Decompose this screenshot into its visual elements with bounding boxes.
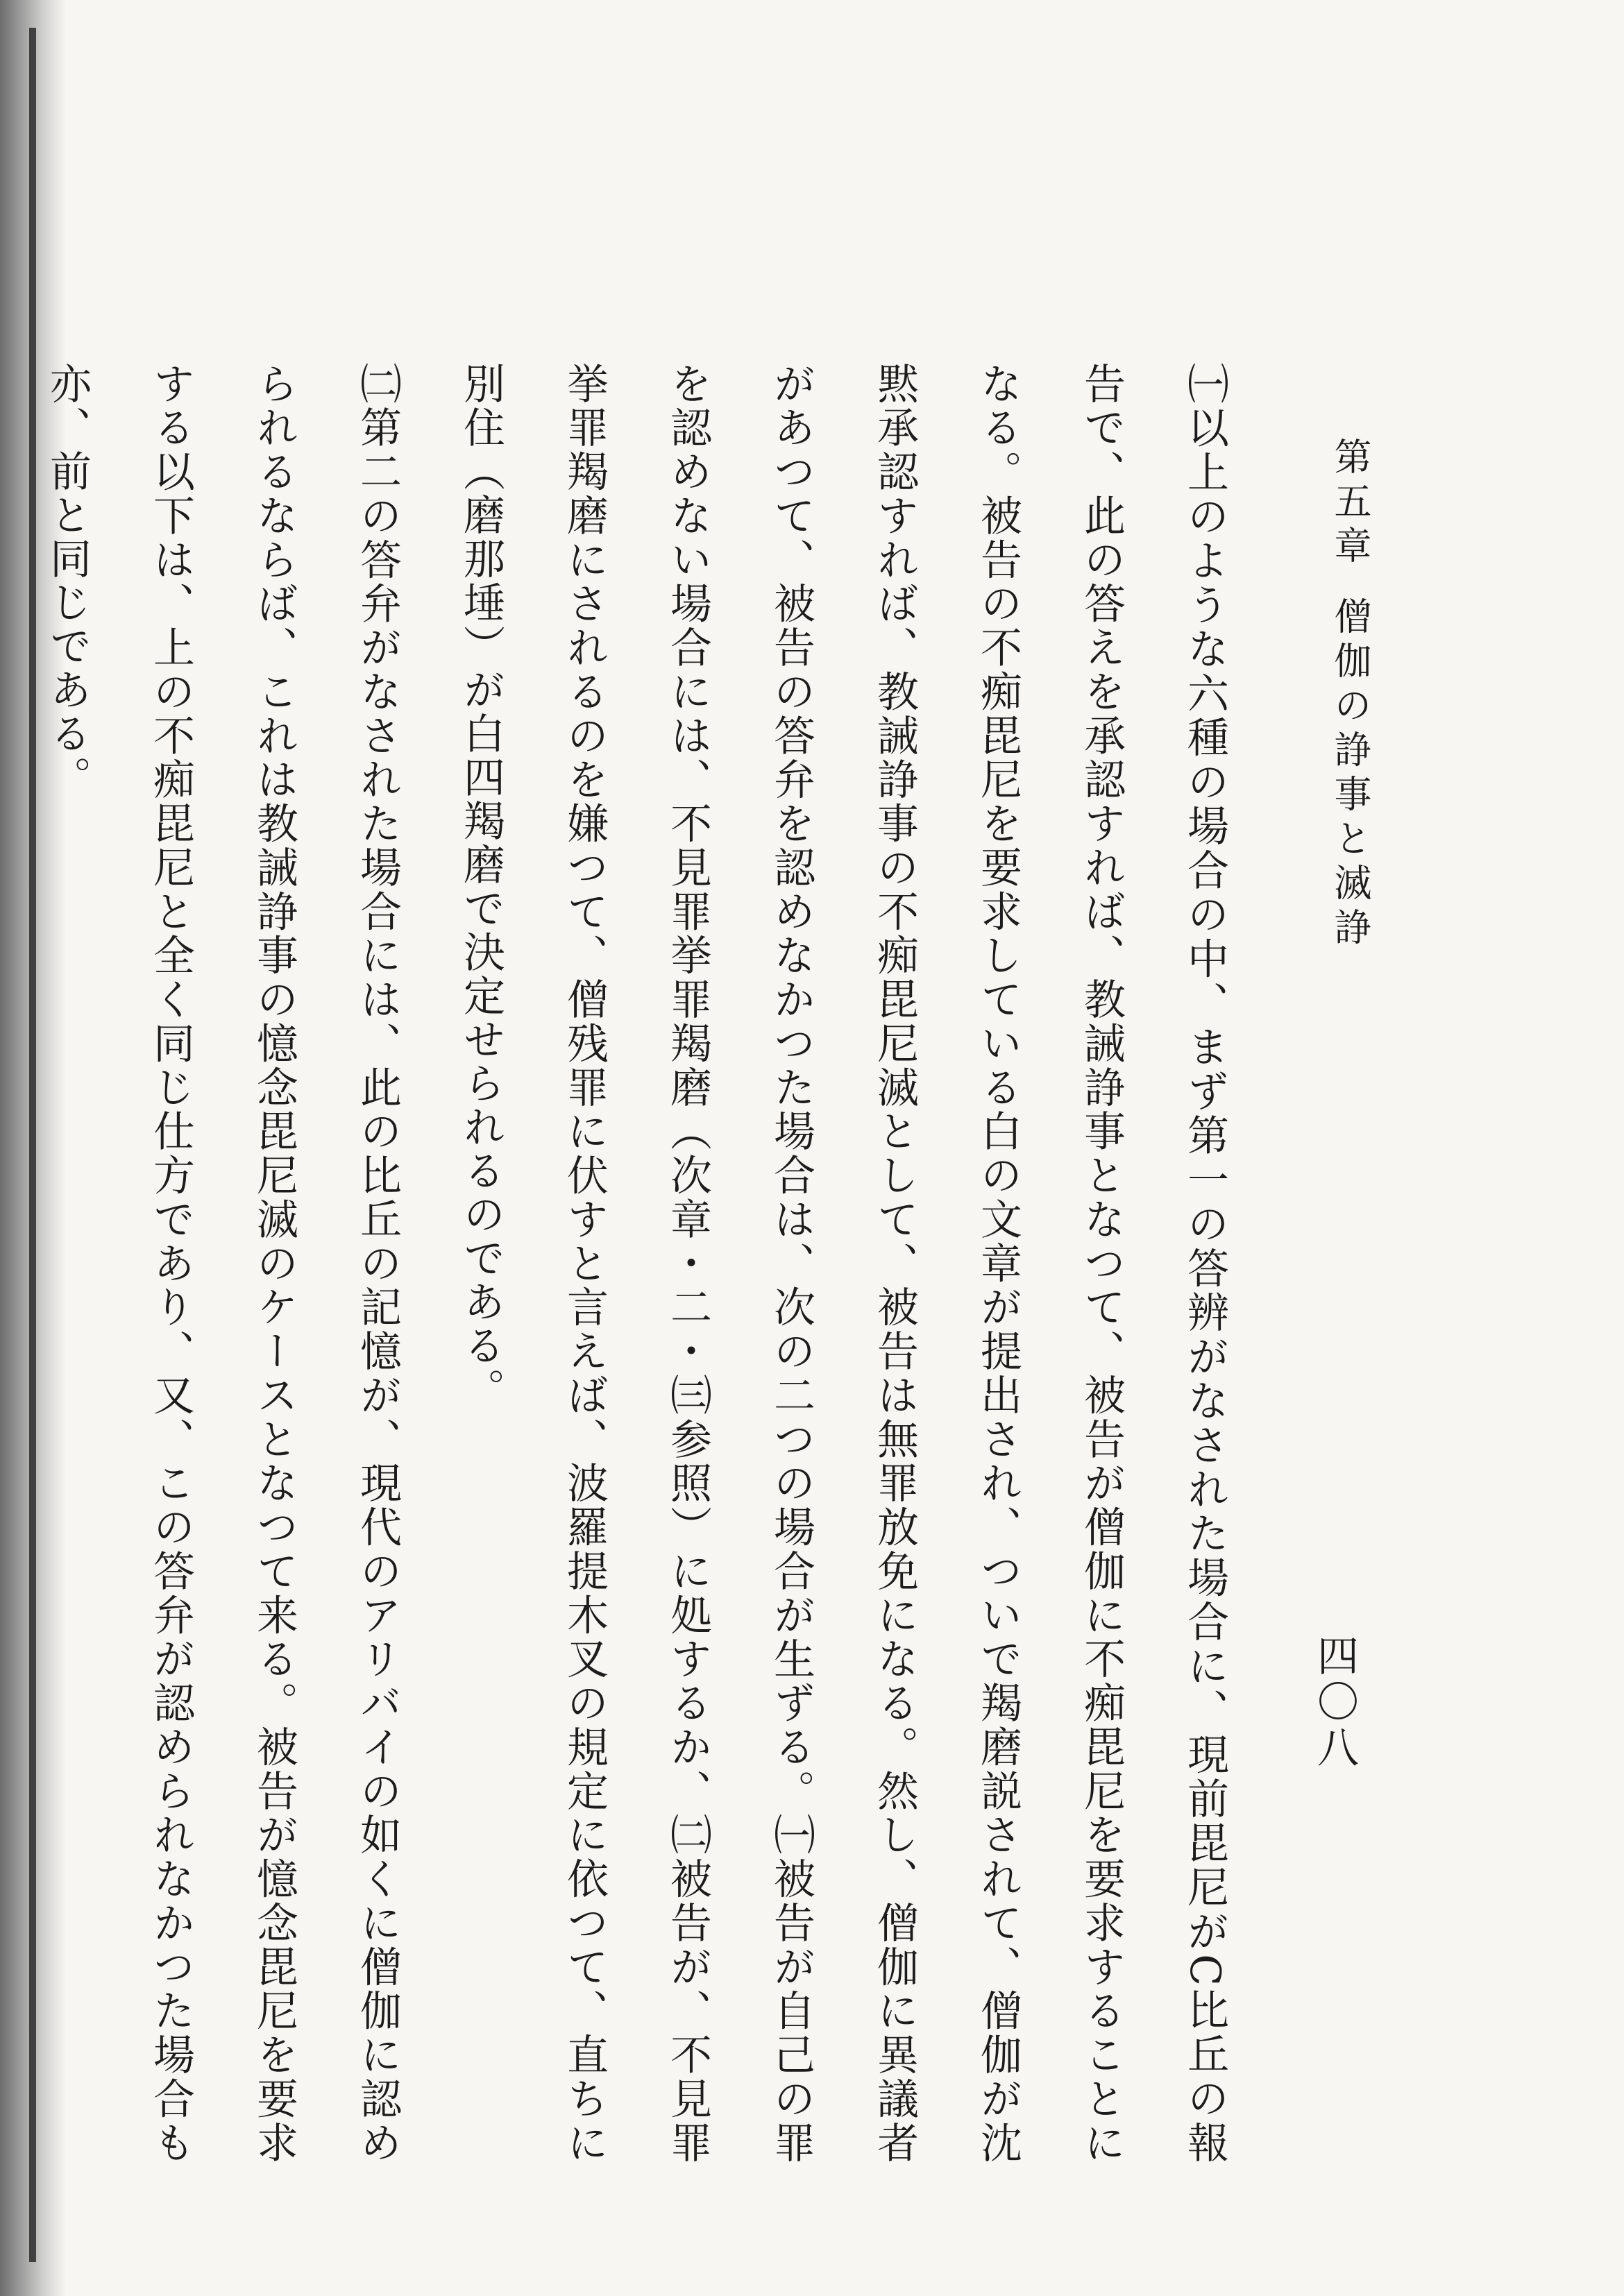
- paragraph-3: [0, 362, 15, 2165]
- paragraph-marker: ㈡: [353, 362, 402, 407]
- paragraph-2: [15, 362, 429, 2165]
- paragraph-marker: ㈠: [1181, 362, 1229, 407]
- paragraph-1: [429, 362, 1256, 2165]
- paragraph-text: 第二の答弁がなされた場合には、此の比丘の記憶が、現代のアリバイの如くに僧伽に認められるならば、これは教誡諍事の憶念毘尼滅のケースとなつて来る。被告が憶念毘尼を要求する以下は、上の不痴毘尼と全く同じ仕方であり、又、この答弁が認められなかつた場合も亦、前と同じである。: [43, 362, 402, 2165]
- chapter-number: 第五章: [1328, 437, 1372, 570]
- paragraph-text: 以上のような六種の場合の中、まず第一の答辨がなされた場合に、現前毘尼がC比丘の報告で、此の答えを承認すれば、教誡諍事となつて、被告が僧伽に不痴毘尼を要求することになる。被告の不痴毘尼を要求している白の文章が提出され、ついで羯磨説されて、僧伽が沈黙承認すれば、教誡諍事の不痴毘尼滅として、被告は無罪放免になる。然し、僧伽に異議者があつて、被告の答弁を認めなかつた場合は、次の二つの場合が生ずる。㈠被告が自己の罪を認めない場合には、不見罪挙罪羯磨（次章・二・㈢参照）に処するか、㈡被告が、不見罪挙罪羯磨にされるのを嫌つて、僧残罪に伏すと言えば、波羅提木叉の規定に依つて、直ちに別住（磨那埵）が白四羯磨で決定せられるのである。: [457, 362, 1229, 2165]
- page-number: 四〇八: [1310, 1634, 1359, 1771]
- running-header: [1326, 437, 1374, 952]
- chapter-title: 僧伽の諍事と滅諍: [1328, 597, 1372, 952]
- page-body: [43, 326, 1256, 2165]
